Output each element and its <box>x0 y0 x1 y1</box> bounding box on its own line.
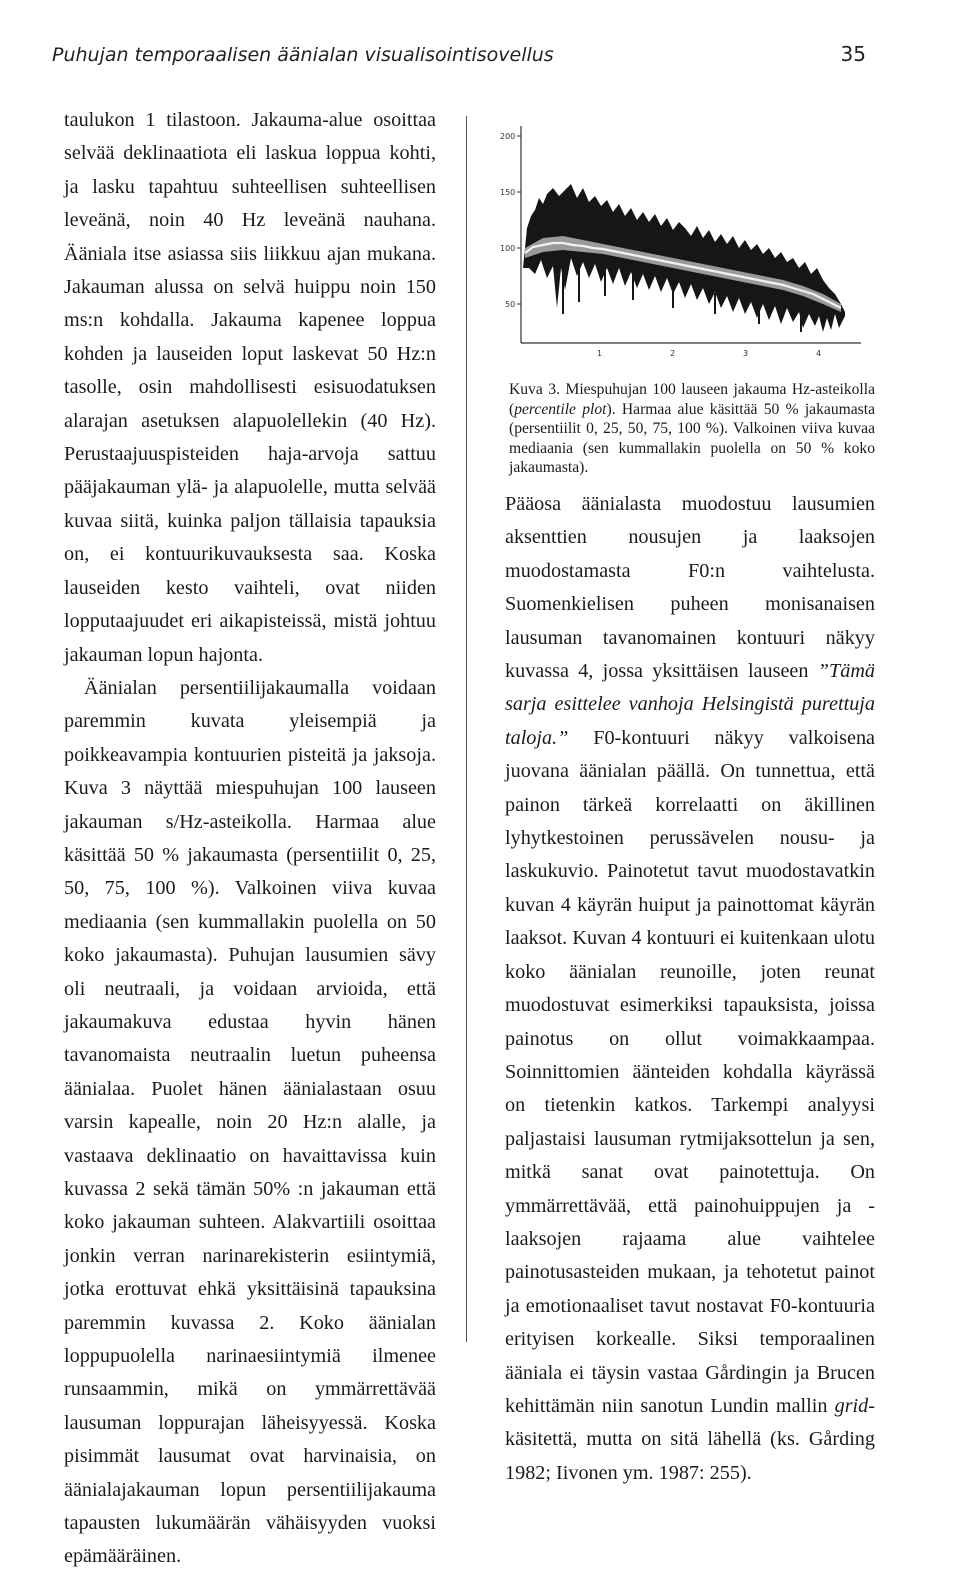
page-number: 35 <box>840 42 866 66</box>
percentile-plot-figure <box>483 118 873 373</box>
right-text-3: -käsitettä, mutta on sitä lähellä (ks. Gårding 1982; Iivonen ym. 1987: 255). <box>505 1394 875 1484</box>
x-tick-label-3: 3 <box>743 349 749 358</box>
running-title: Puhujan temporaalisen äänialan visualisointisovellus <box>52 44 554 66</box>
full-range-band <box>523 184 845 332</box>
right-text-2: F0-kontuuri näkyy valkoisena juovana äänialan päällä. On tunnettua, että painon tärkeä korrelaatti on äkillinen lyhytkestoinen perussävelen nousu- ja laskukuvio. Painotetut tavut muodostavatkin kuvan 4 käyrän huiput ja painottomat käyrän laaksot. Kuvan 4 kontuuri ei kuitenkaan ulotu koko äänialan reunoille, joten reunat muodostuvat esimerkiksi tapauksista, joissa painotus on ollut voimakkaampaa. Soinnittomien äänteiden kohdalla käyrässä on tietenkin katkos. Tarkempi analyysi paljastaisi lausuman rytmijaksottelun ja sen, mitkä sanat ovat painotettuja. On ymmärrettävää, että painohuippujen ja -laaksojen rajaama alue vaihtelee painotusasteiden mukaan, ja tehotetut painot ja emotionaaliset tavut nostavat F0-kontuuria erityisen korkealle. Siksi temporaalinen ääniala ei täysin vastaa Gårdingin ja Brucen kehittämän niin sanotun Lundin mallin <box>505 726 875 1417</box>
right-text-grid: grid <box>834 1394 869 1417</box>
left-column <box>64 104 436 1574</box>
percentile-plot <box>483 118 873 373</box>
y-tick-label-50: 50 <box>505 300 516 309</box>
figure-caption <box>509 380 875 478</box>
caption-italic: percentile plot <box>514 400 607 418</box>
right-column <box>505 488 875 1490</box>
left-paragraph-2: Äänialan persentiilijakaumalla voidaan paremmin kuvata yleisempiä ja poikkeavampia kontuurien pisteitä ja jaksoja. Kuva 3 näyttää miespuhujan 100 lauseen jakauman s/Hz-asteikolla. Harmaa alue käsittää 50 % jakaumasta (persentiilit 0, 25, 50, 75, 100 %). Valkoinen viiva kuvaa mediaania (sen kummallakin puolella on 50 koko jakaumasta). Puhujan lausumien sävy oli neutraali, ja voidaan arvioida, että jakaumakuva edustaa hyvin hänen tavanomaista neutraalin luetun puheensa äänialaa. Puolet hänen äänialastaan osuu varsin kapealle, noin 20 Hz:n alalle, ja vastaava deklinaatio on havaittavissa kuin kuvassa 2 sekä tämän 50% :n jakauman että koko jakauman suhteen. Alakvartiili osoittaa jonkin verran narinarekisterin esiintymiä, jotka erottuvat ehkä yksittäisinä tapauksina paremmin kuvassa 2. Koko äänialan loppupuolella narinaesiintymiä ilmenee runsaammin, mikä on ymmärrettävää lausuman loppurajan läheisyyessä. Koska pisimmät lausumat ovat harvinaisia, on äänialajakauman lopun persentiilijakauma tapausten lukumäärän vähäisyyden vuoksi epämääräinen. <box>64 676 436 1568</box>
y-tick-label-200: 200 <box>500 132 516 141</box>
x-tick-label-1: 1 <box>597 349 603 358</box>
y-tick-label-100: 100 <box>500 244 516 253</box>
caption-lead: Kuva 3. Miespuhujan 100 lauseen jakauma Hz-asteikolla ( <box>509 381 875 418</box>
column-divider <box>466 116 467 1342</box>
right-paragraph-1 <box>505 488 875 1490</box>
left-paragraph-1: taulukon 1 tilastoon. Jakauma-alue osoittaa selvää deklinaatiota eli laskua loppua kohti, ja lasku tapahtuu suhteellisen suhteellisen leveänä, noin 40 Hz leveänä nauhana. Ääniala itse asiassa siis liikkuu ajan mukana. Jakauman alussa on selvä huippu noin 150 ms:n kohdalla. Jakauma kapenee loppua kohden ja lauseiden loput laskevat 50 Hz:n tasolle, osin mahdollisesti esisuodatuksen alarajan asetuksen alapuolellekin (40 Hz). Perustaajuuspisteiden haja-arvoja sattuu pääjakauman ylä- ja alapuolelle, mutta selvää kuvaa siitä, kuinka paljon tällaisia tapauksia on, ei kontuurikuvauksesta saa. Koska lauseiden kesto vaihteli, ovat niiden lopputaajuudet eri aikapisteissä, mistä johtuu jakauman lopun hajonta. <box>64 109 436 666</box>
right-text-quote: ”Tämä sarja esittelee vanhoja Helsingistä purettuja taloja.” <box>505 660 875 749</box>
right-text-1: Pääosa äänialasta muodostuu lausumien aksenttien nousujen ja laaksojen muodostamasta F0:n vaihtelusta. Suomenkielisen puheen monisanaisen lausuman tavanomainen kontuuri näkyy kuvassa 4, jossa yksittäisen lauseen <box>505 493 875 683</box>
y-tick-label-150: 150 <box>500 188 516 197</box>
x-tick-label-4: 4 <box>816 349 822 358</box>
caption-rest: ). Harmaa alue käsittää 50 % jakaumasta (persentiilit 0, 25, 50, 75, 100 %). Valkoinen viiva kuvaa mediaania (sen kummallakin puolella on 50 % koko jakaumasta). <box>509 400 875 477</box>
x-tick-label-2: 2 <box>670 349 676 358</box>
